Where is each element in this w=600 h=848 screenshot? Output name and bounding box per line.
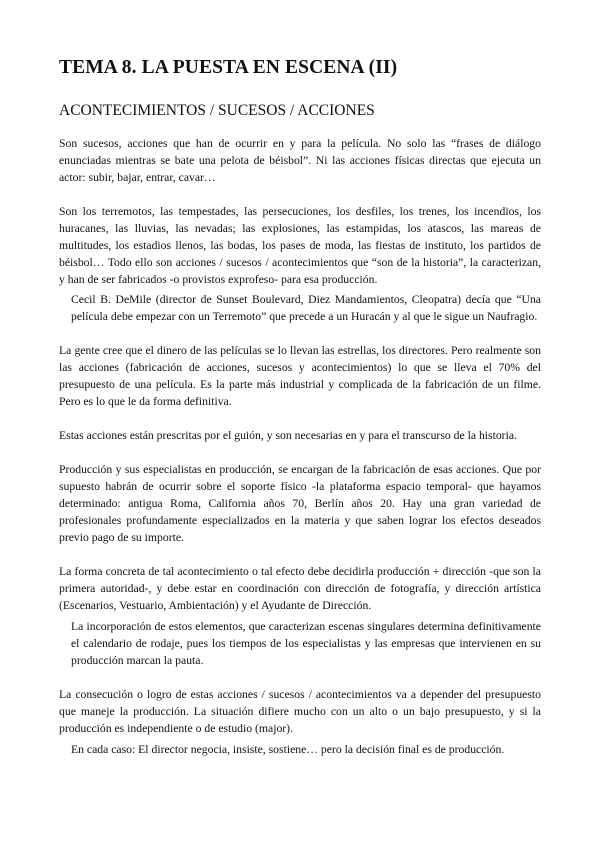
spacer bbox=[59, 546, 541, 563]
spacer bbox=[59, 186, 541, 203]
paragraph-production: Producción y sus especialistas en producción, se encargan de la fabricación de esas acciones. Que por supuesto habrán de ocurrir sobre el soporte físico -la plataforma espacio temporal- que hayamos determinado: antigua Roma, California años 70, Berlín años 20. Hay una gran variedad de profesionales profundamente especializados en la materia y que saben lograr los efectos deseados previo pago de su importe. bbox=[59, 462, 541, 544]
spacer bbox=[59, 325, 541, 342]
paragraph-script: Estas acciones están prescritas por el guión, y son necesarias en y para el transcurso de la historia. bbox=[59, 428, 517, 442]
paragraph-direction: La forma concreta de tal acontecimiento o tal efecto debe decidirla producción + dirección -que son la primera autoridad-, y debe estar en coordinación con dirección de fotografía, y dirección artística (Escenarios, Vestuario, Ambientación) y el Ayudante de Dirección. bbox=[59, 564, 541, 612]
spacer bbox=[59, 410, 541, 427]
quote-schedule: La incorporación de estos elementos, que caracterizan escenas singulares determina definitivamente el calendario de rodaje, pues los tiempos de los especialistas y las empresas que intervienen en su producción marcan la pauta. bbox=[71, 619, 541, 667]
spacer bbox=[59, 669, 541, 686]
document-page bbox=[59, 56, 541, 758]
paragraph-budget: La gente cree que el dinero de las películas se lo llevan las estrellas, los directores. Pero realmente son las acciones (fabricación de acciones, sucesos y acontecimientos) lo que se lleva el 70% del presupuesto de una película. Es la parte más industrial y complicada de la fabricación de un filme. Pero es lo que le da forma definitiva. bbox=[59, 343, 541, 408]
page-title: TEMA 8. LA PUESTA EN ESCENA (II) bbox=[59, 57, 398, 78]
section-heading: ACONTECIMIENTOS / SUCESOS / ACCIONES bbox=[59, 102, 375, 120]
paragraph-intro: Son sucesos, acciones que han de ocurrir en y para la película. No solo las “frases de diálogo enunciadas mientras se bate una pelota de béisbol”. Ni las acciones físicas directas que ejecuta un actor: subir, bajar, entrar, cavar… bbox=[59, 136, 541, 184]
quote-demile: Cecil B. DeMile (director de Sunset Boulevard, Diez Mandamientos, Cleopatra) decía que “Una película debe empezar con un Terremoto” que precede a un Huracán y al que le sigue un Naufragio. bbox=[71, 292, 541, 323]
paragraph-events-list: Son los terremotos, las tempestades, las persecuciones, los desfiles, los trenes, los incendios, los huracanes, las lluvias, las nevadas; las explosiones, las estampidas, los atascos, las mareas de multitudes, los estadios llenos, las bodas, los pases de moda, las fiestas de instituto, los partidos de béisbol… Todo ello son acciones / sucesos / acontecimientos que “son de la historia”, la caracterizan, y han de ser fabricados -o provistos exprofeso- para esa producción. bbox=[59, 204, 541, 286]
paragraph-final-decision: En cada caso: El director negocia, insiste, sostiene… pero la decisión final es de producción. bbox=[71, 742, 505, 756]
paragraph-consecution: La consecución o logro de estas acciones / sucesos / acontecimientos va a depender del presupuesto que maneje la producción. La situación difiere mucho con un alto o un bajo presupuesto, y si la producción es independiente o de estudio (major). bbox=[59, 687, 541, 735]
spacer bbox=[59, 444, 541, 461]
